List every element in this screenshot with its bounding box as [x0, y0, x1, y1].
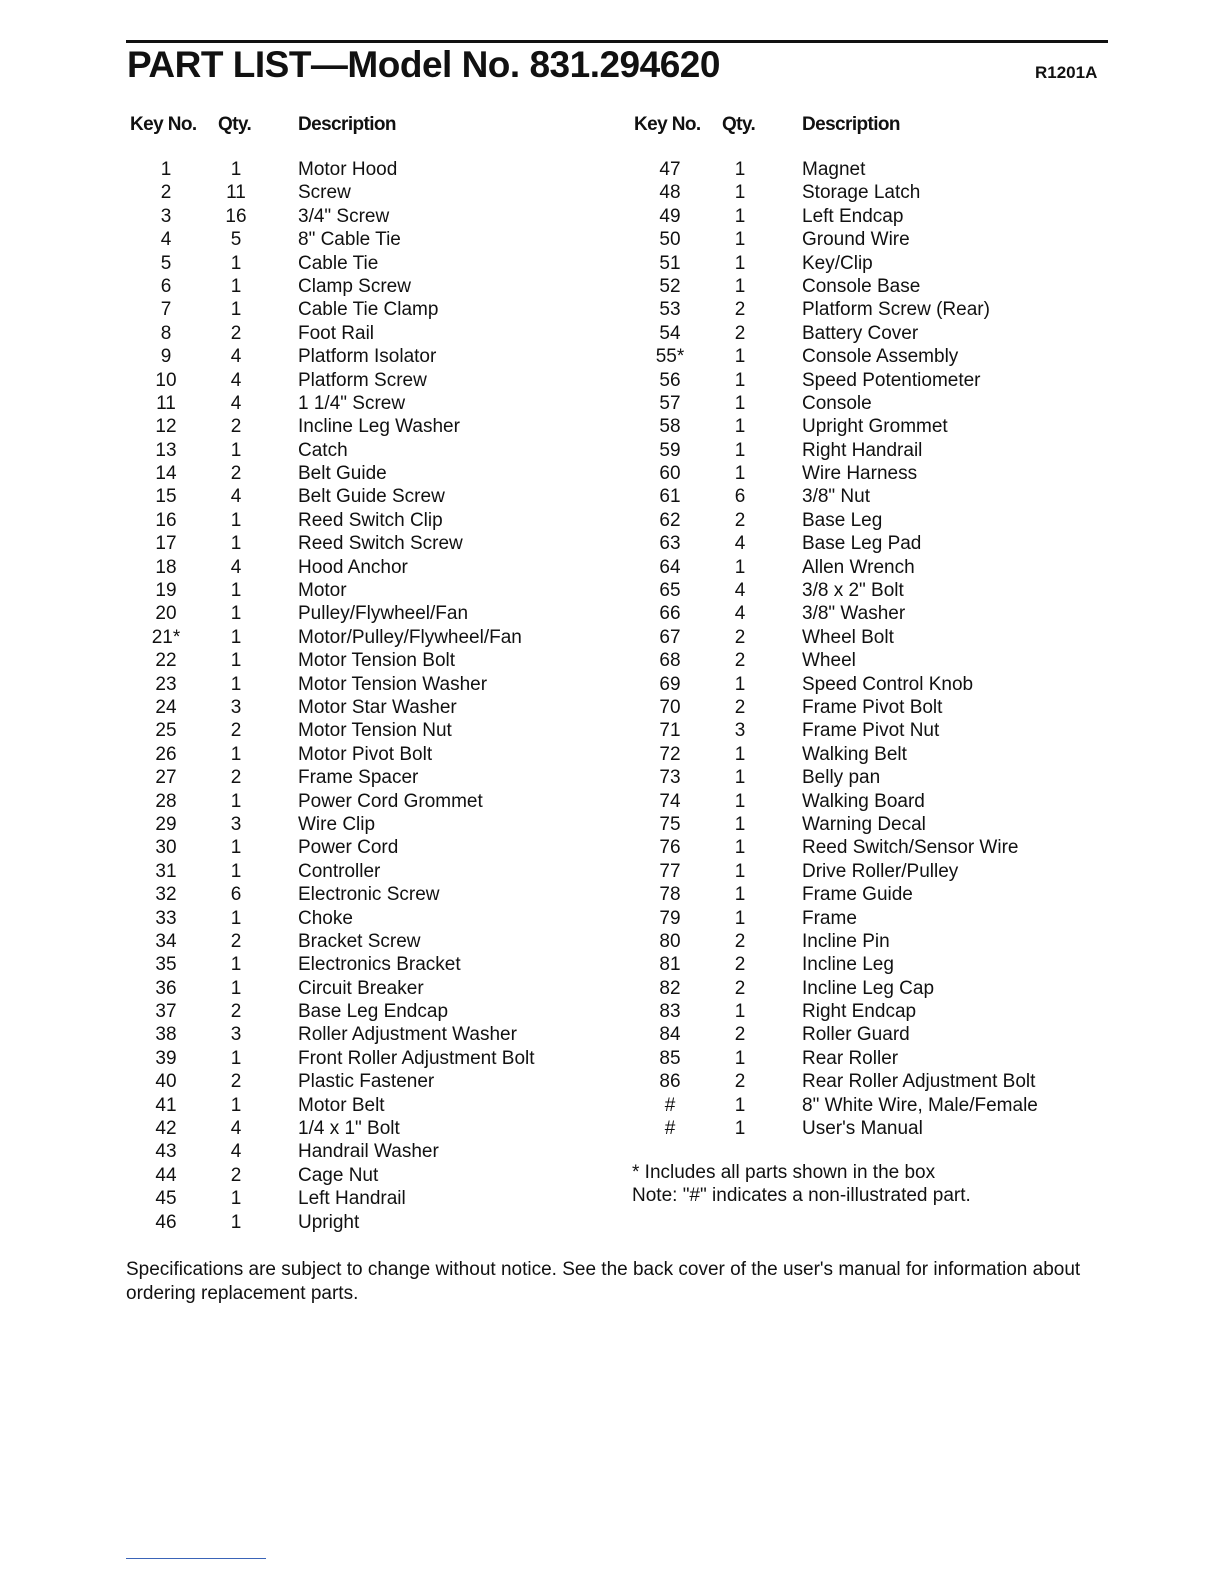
key-no-cell: 81 [659, 954, 681, 976]
description-cell: Plastic Fastener [298, 1071, 435, 1093]
description-cell: Motor Hood [298, 159, 398, 180]
description-cell: Motor Star Washer [298, 696, 457, 718]
key-no-cell: 71 [659, 720, 681, 742]
description-cell: 3/4" Screw [298, 205, 390, 227]
key-no-cell: 22 [155, 650, 177, 672]
key-no-cell: 70 [659, 696, 681, 718]
key-no-cell: 39 [155, 1047, 177, 1069]
qty-cell: 1 [734, 159, 746, 180]
description-cell: Left Handrail [298, 1188, 406, 1210]
qty-cell: 1 [230, 159, 242, 180]
key-no-cell: 73 [659, 767, 681, 789]
qty-cell: 1 [734, 907, 746, 929]
description-cell: Frame [802, 907, 857, 929]
description-cell: Left Endcap [802, 205, 904, 227]
key-no-cell: 12 [155, 416, 177, 438]
key-no-cell: 14 [155, 463, 177, 485]
qty-cell: 1 [230, 252, 242, 274]
qty-cell: 1 [230, 907, 242, 929]
key-no-cell: 54 [659, 322, 681, 344]
key-no-cell: 27 [155, 767, 177, 789]
qty-cell: 2 [734, 1071, 746, 1093]
qty-cell: 1 [734, 463, 746, 485]
qty-cell: 4 [230, 392, 242, 414]
qty-cell: 4 [230, 369, 242, 391]
key-no-cell: 82 [659, 977, 681, 999]
qty-cell: 2 [734, 696, 746, 718]
description-cell: Rear Roller [802, 1047, 899, 1069]
qty-cell: 1 [230, 743, 242, 765]
key-no-cell: 45 [155, 1188, 177, 1210]
description-cell: Roller Adjustment Washer [298, 1024, 517, 1046]
qty-cell: 1 [734, 369, 746, 391]
key-no-cell: 33 [155, 907, 177, 929]
key-no-cell: 62 [659, 509, 681, 531]
description-cell: Electronic Screw [298, 884, 440, 906]
key-no-cell: 64 [659, 556, 681, 578]
description-cell: Handrail Washer [298, 1141, 439, 1163]
description-cell: Motor Tension Nut [298, 720, 452, 742]
key-no-cell: 63 [659, 533, 681, 555]
key-no-cell: 30 [155, 837, 177, 859]
description-cell: Catch [298, 439, 348, 461]
qty-cell: 1 [734, 182, 746, 204]
description-cell: Frame Pivot Bolt [802, 696, 943, 718]
qty-cell: 1 [230, 299, 242, 321]
description-cell: Allen Wrench [802, 556, 915, 578]
description-cell: Cable Tie Clamp [298, 299, 439, 321]
qty-cell: 2 [734, 977, 746, 999]
qty-cell: 1 [230, 439, 242, 461]
description-header: Description [802, 114, 900, 135]
description-cell: Belly pan [802, 767, 881, 789]
description-cell: Platform Isolator [298, 346, 437, 368]
description-cell: Key/Clip [802, 252, 873, 274]
key-no-cell: 47 [659, 159, 681, 180]
key-no-cell: 56 [659, 369, 681, 391]
description-cell: Pulley/Flywheel/Fan [298, 603, 469, 625]
qty-cell: 1 [230, 603, 242, 625]
qty-cell: 6 [230, 884, 242, 906]
key-no-cell: 86 [659, 1071, 681, 1093]
key-no-cell: 53 [659, 299, 681, 321]
description-cell: Belt Guide Screw [298, 486, 445, 508]
key-no-cell: 83 [659, 1001, 681, 1023]
key-no-cell: 26 [155, 743, 177, 765]
qty-cell: 4 [734, 533, 746, 555]
qty-cell: 1 [230, 860, 242, 882]
description-cell: Storage Latch [802, 182, 921, 204]
description-cell: Battery Cover [802, 322, 919, 344]
description-cell: Power Cord Grommet [298, 790, 483, 812]
description-cell: Warning Decal [802, 813, 926, 835]
key-no-cell: 52 [659, 275, 681, 297]
qty-cell: 3 [734, 720, 746, 742]
key-no-cell: # [664, 1118, 676, 1140]
key-no-cell: 50 [659, 229, 681, 251]
key-no-cell: 74 [659, 790, 681, 812]
key-no-cell: 5 [160, 252, 172, 274]
qty-cell: 1 [230, 533, 242, 555]
description-cell: Motor Pivot Bolt [298, 743, 433, 765]
key-no-cell: 23 [155, 673, 177, 695]
key-no-header: Key No. [634, 114, 701, 135]
description-cell: Rear Roller Adjustment Bolt [802, 1071, 1036, 1093]
description-cell: 1/4 x 1" Bolt [298, 1118, 400, 1140]
qty-cell: 3 [230, 1024, 242, 1046]
qty-cell: 4 [230, 1118, 242, 1140]
key-no-cell: 19 [155, 580, 177, 602]
footer-text: Specifications are subject to change without notice. See the back cover of the user's manual for information about ordering replacement parts. [126, 1259, 1081, 1304]
qty-cell: 2 [230, 416, 242, 438]
description-cell: Speed Control Knob [802, 673, 974, 695]
qty-cell: 1 [734, 837, 746, 859]
qty-cell: 1 [230, 837, 242, 859]
key-no-cell: 68 [659, 650, 681, 672]
qty-cell: 1 [734, 1001, 746, 1023]
qty-cell: 1 [734, 1094, 746, 1116]
qty-cell: 4 [734, 580, 746, 602]
qty-cell: 1 [734, 790, 746, 812]
qty-cell: 1 [230, 1047, 242, 1069]
description-cell: Power Cord [298, 837, 399, 859]
key-no-cell: 69 [659, 673, 681, 695]
qty-cell: 2 [230, 720, 242, 742]
qty-cell: 1 [230, 650, 242, 672]
key-no-cell: 3 [160, 205, 172, 227]
description-cell: Reed Switch/Sensor Wire [802, 837, 1019, 859]
qty-cell: 2 [734, 650, 746, 672]
key-no-cell: 51 [659, 252, 681, 274]
description-cell: Choke [298, 907, 353, 929]
key-no-cell: 13 [155, 439, 177, 461]
description-cell: Frame Guide [802, 884, 913, 906]
description-cell: Platform Screw (Rear) [802, 299, 990, 321]
description-cell: Magnet [802, 159, 866, 180]
qty-cell: 2 [230, 322, 242, 344]
key-no-cell: 60 [659, 463, 681, 485]
non-illustrated-note: Note: "#" indicates a non-illustrated part. [632, 1185, 971, 1206]
description-cell: Wire Harness [802, 463, 918, 485]
qty-cell: 1 [734, 860, 746, 882]
key-no-cell: 42 [155, 1118, 177, 1140]
qty-cell: 3 [230, 696, 242, 718]
qty-cell: 11 [226, 182, 246, 204]
key-no-cell: 17 [155, 533, 177, 555]
key-no-cell: 67 [659, 626, 681, 648]
key-no-cell: 48 [659, 182, 681, 204]
description-cell: Cable Tie [298, 252, 379, 274]
description-cell: 1 1/4" Screw [298, 392, 406, 414]
key-no-cell: 46 [155, 1211, 177, 1233]
qty-cell: 3 [230, 813, 242, 835]
key-no-cell: 59 [659, 439, 681, 461]
description-cell: Frame Spacer [298, 767, 419, 789]
qty-cell: 1 [230, 790, 242, 812]
description-cell: Foot Rail [298, 322, 375, 344]
qty-cell: 2 [734, 626, 746, 648]
qty-cell: 2 [230, 930, 242, 952]
key-no-cell: 34 [155, 930, 177, 952]
qty-cell: 1 [230, 673, 242, 695]
description-cell: Screw [298, 182, 351, 204]
key-no-cell: 58 [659, 416, 681, 438]
description-cell: Console Assembly [802, 346, 959, 368]
description-cell: Base Leg Endcap [298, 1001, 449, 1023]
qty-cell: 1 [734, 884, 746, 906]
key-no-cell: 31 [155, 860, 177, 882]
qty-cell: 16 [225, 205, 247, 227]
description-cell: Motor [298, 580, 347, 602]
description-cell: Right Endcap [802, 1001, 917, 1023]
key-no-cell: 6 [160, 275, 172, 297]
description-cell: Incline Pin [802, 930, 890, 952]
qty-header: Qty. [722, 114, 756, 135]
key-no-cell: 20 [155, 603, 177, 625]
description-cell: Belt Guide [298, 463, 387, 485]
qty-header: Qty. [218, 114, 252, 135]
qty-cell: 1 [734, 743, 746, 765]
description-cell: Motor/Pulley/Flywheel/Fan [298, 626, 522, 648]
qty-cell: 4 [734, 603, 746, 625]
qty-cell: 6 [734, 486, 746, 508]
qty-cell: 1 [734, 1118, 746, 1140]
key-no-cell: 7 [160, 299, 172, 321]
qty-cell: 4 [230, 1141, 242, 1163]
key-no-cell: 84 [659, 1024, 681, 1046]
key-no-cell: # [664, 1094, 676, 1116]
key-no-cell: 8 [160, 322, 172, 344]
description-cell: Console Base [802, 275, 921, 297]
qty-cell: 1 [734, 767, 746, 789]
key-no-cell: 4 [160, 229, 172, 251]
description-cell: Controller [298, 860, 381, 882]
description-cell: Reed Switch Clip [298, 509, 443, 531]
key-no-cell: 72 [659, 743, 681, 765]
description-cell: Base Leg [802, 509, 883, 531]
qty-cell: 2 [230, 767, 242, 789]
key-no-cell: 32 [155, 884, 177, 906]
key-no-cell: 16 [155, 509, 177, 531]
key-no-cell: 40 [155, 1071, 177, 1093]
key-no-cell: 24 [155, 696, 177, 718]
description-cell: Base Leg Pad [802, 533, 922, 555]
qty-cell: 1 [734, 416, 746, 438]
key-no-cell: 77 [659, 860, 681, 882]
key-no-cell: 41 [155, 1094, 177, 1116]
qty-cell: 2 [230, 463, 242, 485]
description-cell: Walking Board [802, 790, 925, 812]
key-no-cell: 61 [659, 486, 681, 508]
key-no-cell: 11 [156, 392, 176, 414]
includes-note: * Includes all parts shown in the box [632, 1162, 936, 1183]
description-cell: Front Roller Adjustment Bolt [298, 1047, 535, 1069]
description-cell: Cage Nut [298, 1164, 379, 1186]
description-cell: Upright Grommet [802, 416, 948, 438]
key-no-cell: 21* [151, 626, 181, 648]
description-cell: Right Handrail [802, 439, 923, 461]
qty-cell: 2 [230, 1164, 242, 1186]
key-no-cell: 36 [155, 977, 177, 999]
qty-cell: 1 [734, 673, 746, 695]
description-cell: Drive Roller/Pulley [802, 860, 959, 882]
description-cell: Hood Anchor [298, 556, 408, 578]
qty-cell: 2 [734, 954, 746, 976]
qty-cell: 1 [230, 626, 242, 648]
description-cell: Electronics Bracket [298, 954, 461, 976]
qty-cell: 1 [734, 229, 746, 251]
description-cell: Clamp Screw [298, 275, 411, 297]
qty-cell: 1 [230, 977, 242, 999]
qty-cell: 4 [230, 486, 242, 508]
description-cell: Console [802, 392, 872, 414]
qty-cell: 2 [734, 1024, 746, 1046]
qty-cell: 4 [230, 346, 242, 368]
key-no-cell: 65 [659, 580, 681, 602]
description-cell: Walking Belt [802, 743, 907, 765]
qty-cell: 1 [734, 346, 746, 368]
key-no-cell: 25 [155, 720, 177, 742]
qty-cell: 2 [734, 322, 746, 344]
qty-cell: 1 [230, 509, 242, 531]
reference-code: R1201A [1035, 63, 1098, 82]
description-cell: Speed Potentiometer [802, 369, 981, 391]
key-no-cell: 15 [155, 486, 177, 508]
qty-cell: 5 [230, 229, 242, 251]
key-no-cell: 44 [155, 1164, 177, 1186]
description-cell: User's Manual [802, 1118, 923, 1140]
description-cell: Wheel Bolt [802, 626, 894, 648]
key-no-cell: 80 [659, 930, 681, 952]
qty-cell: 1 [230, 1188, 242, 1210]
description-cell: 3/8" Nut [802, 486, 871, 508]
key-no-header: Key No. [130, 114, 197, 135]
key-no-cell: 38 [155, 1024, 177, 1046]
key-no-cell: 37 [155, 1001, 177, 1023]
key-no-cell: 57 [659, 392, 681, 414]
qty-cell: 1 [734, 205, 746, 227]
key-no-cell: 79 [659, 907, 681, 929]
description-cell: Reed Switch Screw [298, 533, 463, 555]
key-no-cell: 55* [655, 346, 685, 368]
description-cell: Platform Screw [298, 369, 427, 391]
page-title: PART LIST—Model No. 831.294620 [127, 44, 720, 85]
top-rule [126, 40, 1108, 43]
qty-cell: 2 [734, 299, 746, 321]
qty-cell: 1 [734, 275, 746, 297]
description-cell: Motor Tension Washer [298, 673, 488, 695]
description-cell: Ground Wire [802, 229, 910, 251]
notes [632, 1161, 971, 1207]
qty-cell: 1 [734, 392, 746, 414]
qty-cell: 1 [734, 556, 746, 578]
qty-cell: 1 [734, 813, 746, 835]
description-cell: 8" Cable Tie [298, 229, 401, 251]
qty-cell: 2 [734, 509, 746, 531]
qty-cell: 4 [230, 556, 242, 578]
key-no-cell: 66 [659, 603, 681, 625]
description-cell: 3/8" Washer [802, 603, 906, 625]
key-no-cell: 9 [160, 346, 172, 368]
qty-cell: 1 [230, 1211, 242, 1233]
description-cell: Wire Clip [298, 813, 376, 835]
key-no-cell: 29 [155, 813, 177, 835]
description-cell: Incline Leg Cap [802, 977, 935, 999]
description-cell: Bracket Screw [298, 930, 421, 952]
description-header: Description [298, 114, 396, 135]
qty-cell: 1 [230, 954, 242, 976]
key-no-cell: 1 [160, 159, 172, 180]
key-no-cell: 49 [659, 205, 681, 227]
qty-cell: 1 [734, 439, 746, 461]
qty-cell: 1 [734, 1047, 746, 1069]
description-cell: Frame Pivot Nut [802, 720, 940, 742]
description-cell: 8" White Wire, Male/Female [802, 1094, 1038, 1116]
description-cell: Motor Tension Bolt [298, 650, 456, 672]
description-cell: Upright [298, 1211, 360, 1233]
description-cell: Motor Belt [298, 1094, 385, 1116]
qty-cell: 1 [230, 1094, 242, 1116]
key-no-cell: 35 [155, 954, 177, 976]
qty-cell: 2 [230, 1071, 242, 1093]
description-cell: 3/8 x 2" Bolt [802, 580, 904, 602]
description-cell: Roller Guard [802, 1024, 910, 1046]
key-no-cell: 76 [659, 837, 681, 859]
qty-cell: 2 [230, 1001, 242, 1023]
key-no-cell: 2 [160, 182, 172, 204]
description-cell: Incline Leg [802, 954, 894, 976]
bottom-rule [126, 1558, 266, 1559]
key-no-cell: 10 [155, 369, 177, 391]
description-cell: Incline Leg Washer [298, 416, 460, 438]
qty-cell: 1 [230, 275, 242, 297]
key-no-cell: 78 [659, 884, 681, 906]
key-no-cell: 18 [155, 556, 177, 578]
key-no-cell: 43 [155, 1141, 177, 1163]
qty-cell: 1 [734, 252, 746, 274]
description-cell: Wheel [802, 650, 856, 672]
key-no-cell: 75 [659, 813, 681, 835]
key-no-cell: 85 [659, 1047, 681, 1069]
key-no-cell: 28 [155, 790, 177, 812]
qty-cell: 2 [734, 930, 746, 952]
description-cell: Circuit Breaker [298, 977, 424, 999]
qty-cell: 1 [230, 580, 242, 602]
